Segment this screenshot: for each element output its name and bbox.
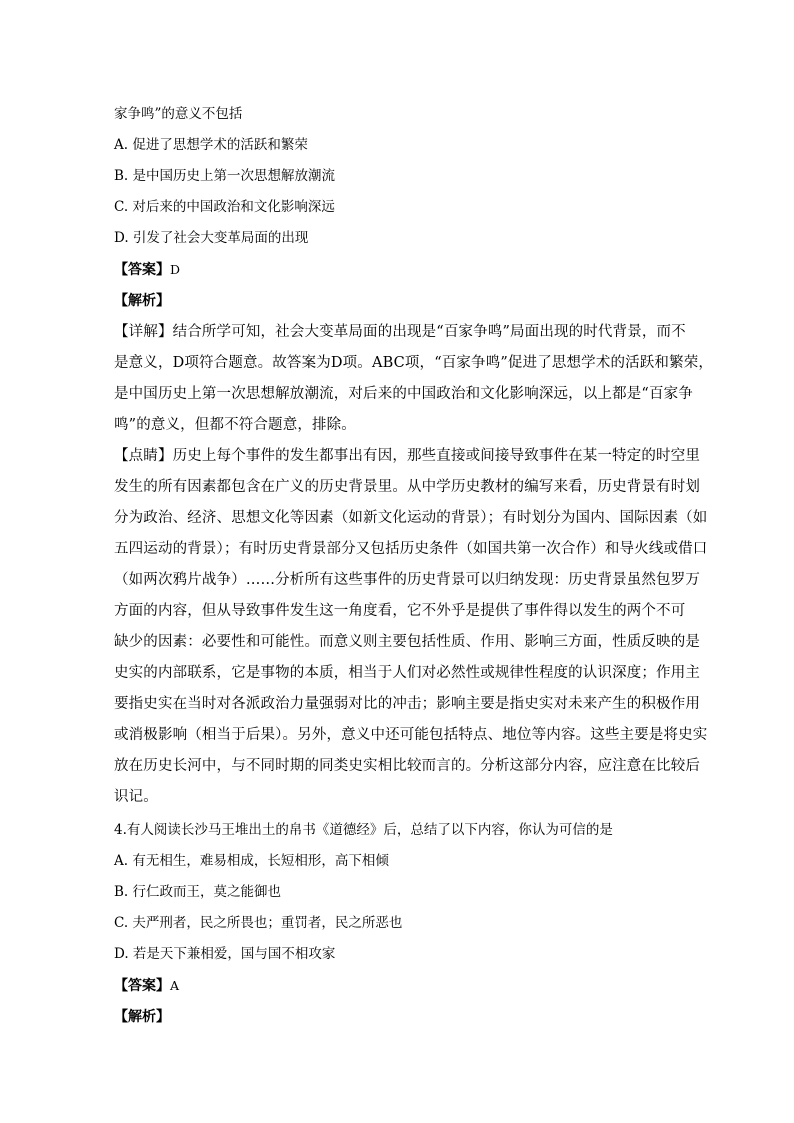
question4-option-b: B. 行仁政而王，莫之能御也 <box>114 884 282 900</box>
question3-detail-line-1: 【详解】结合所学可知，社会大变革局面的出现是“百家争鸣”局面出现的时代背景，而不 <box>114 324 686 340</box>
question4-option-a: A. 有无相生，难易相成，长短相形，高下相倾 <box>114 853 389 869</box>
answer-value: D <box>170 262 181 277</box>
question3-stem-tail: 家争鸣”的意义不包括 <box>114 106 243 122</box>
tips-line-7: 缺少的因素：必要性和可能性。而意义则主要包括性质、作用、影响三方面，性质反映的是 <box>114 634 700 650</box>
tips-line-4: 五四运动的背景）；有时历史背景部分又包括历史条件（如国共第一次合作）和导火线或借口 <box>114 541 708 557</box>
tips-line-9: 要指史实在当时对各派政治力量强弱对比的冲击；影响主要是指史实对未来产生的积极作用 <box>114 696 700 712</box>
tips-line-2: 发生的所有因素都包含在广义的历史背景里。从中学历史教材的编写来看，历史背景有时划 <box>114 479 700 495</box>
tips-line-1: 【点睛】历史上每个事件的发生都事出有因，那些直接或间接导致事件在某一特定的时空里 <box>114 448 700 464</box>
question4-stem: 4.有人阅读长沙马王堆出土的帛书《道德经》后，总结了以下内容，你认为可信的是 <box>114 822 613 838</box>
question3-detail-line-2: 是意义，D项符合题意。故答案为D项。ABC项，“百家争鸣”促进了思想学术的活跃和繁荣， <box>114 355 714 371</box>
question3-analysis-label: 【解析】 <box>114 293 170 309</box>
tips-line-8: 史实的内部联系，它是事物的本质，相当于人们对必然性或规律性程度的认识深度；作用主 <box>114 665 700 681</box>
answer-value: A <box>170 978 180 993</box>
question3-detail-line-4: 鸣”的意义，但都不符合题意，排除。 <box>114 417 356 433</box>
question4-analysis-label: 【解析】 <box>114 1009 170 1025</box>
answer-label: 【答案】 <box>114 978 170 994</box>
question3-option-a: A. 促进了思想学术的活跃和繁荣 <box>114 137 308 153</box>
question4-answer <box>114 977 684 995</box>
question4-option-d: D. 若是天下兼相爱，国与国不相攻家 <box>114 946 336 962</box>
question3-option-c: C. 对后来的中国政治和文化影响深远 <box>114 199 335 215</box>
tips-line-5: （如两次鸦片战争）……分析所有这些事件的历史背景可以归纳发现：历史背景虽然包罗万 <box>114 572 700 588</box>
tips-line-6: 方面的内容，但从导致事件发生这一角度看，它不外乎是提供了事件得以发生的两个不可 <box>114 603 686 619</box>
question3-detail-line-3: 是中国历史上第一次思想解放潮流，对后来的中国政治和文化影响深远，以上都是“百家争 <box>114 386 693 402</box>
question3-option-d: D. 引发了社会大变革局面的出现 <box>114 230 309 246</box>
tips-line-10: 或消极影响（相当于后果）。另外，意义中还可能包括特点、地位等内容。这些主要是将史实 <box>114 727 708 743</box>
tips-line-3: 分为政治、经济、思想文化等因素（如新文化运动的背景）；有时划分为国内、国际因素（如 <box>114 510 708 526</box>
tips-line-11: 放在历史长河中，与不同时期的同类史实相比较而言的。分析这部分内容，应注意在比较后 <box>114 758 700 774</box>
tips-line-12: 识记。 <box>114 789 158 805</box>
answer-label: 【答案】 <box>114 262 170 278</box>
question4-option-c: C. 夫严刑者，民之所畏也；重罚者，民之所恶也 <box>114 915 403 931</box>
question3-answer <box>114 261 684 279</box>
question3-option-b: B. 是中国历史上第一次思想解放潮流 <box>114 168 336 184</box>
